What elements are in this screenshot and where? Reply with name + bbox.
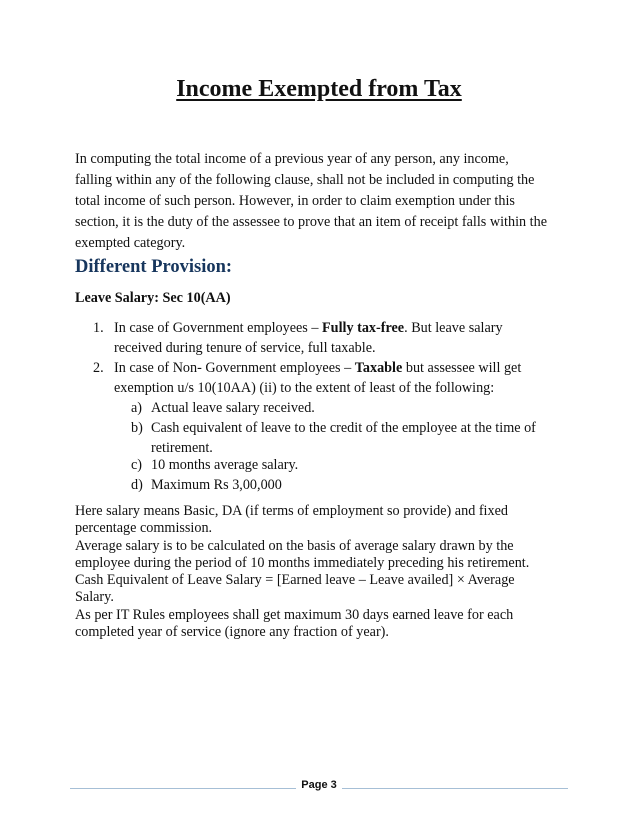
text-run: but assessee will get	[402, 360, 522, 376]
intro-line: section, it is the duty of the assessee to prove that an item of receipt falls within the	[75, 214, 548, 230]
list-item-text-cont: received during tenure of service, full taxable.	[114, 340, 376, 356]
closing-line: Here salary means Basic, DA (if terms of employment so provide) and fixed	[75, 503, 508, 519]
sublist-item-text: Cash equivalent of leave to the credit of the employee at the time of	[151, 420, 536, 436]
sublist-item-text-cont: retirement.	[151, 440, 213, 456]
emphasis-text: Fully tax-free	[322, 320, 405, 336]
closing-line: Average salary is to be calculated on the basis of average salary drawn by the	[75, 537, 514, 554]
intro-paragraph	[75, 149, 565, 254]
list-item-text-cont: exemption u/s 10(10AA) (ii) to the extent of least of the following:	[114, 380, 495, 396]
closing-paragraph	[75, 503, 555, 641]
list-item-text	[114, 358, 521, 378]
page-number: Page 3	[301, 779, 337, 791]
closing-line: As per IT Rules employees shall get maximum 30 days earned leave for each	[75, 606, 514, 623]
sublist-marker: d)	[131, 477, 143, 493]
list-marker: 1.	[93, 320, 104, 336]
text-run: In case of Non- Government employees –	[114, 360, 355, 376]
closing-line: completed year of service (ignore any fraction of year).	[75, 624, 389, 641]
sublist-item	[0, 455, 638, 475]
intro-line: falling within any of the following clause, shall not be included in computing the	[75, 172, 535, 188]
list-marker: 2.	[93, 360, 104, 376]
list-item	[0, 318, 638, 358]
closing-line: Cash Equivalent of Leave Salary = [Earned leave – Leave availed] × Average	[75, 572, 515, 589]
page-title: Income Exempted from Tax	[176, 76, 462, 102]
intro-line: total income of such person. However, in order to claim exemption under this	[75, 193, 515, 209]
list-item	[0, 358, 638, 398]
intro-line: In computing the total income of a previous year of any person, any income,	[75, 151, 509, 167]
sublist-marker: c)	[131, 457, 143, 473]
sublist-item-text: Actual leave salary received.	[151, 400, 315, 416]
sublist-marker: a)	[131, 400, 143, 416]
sublist-item	[0, 398, 638, 418]
emphasis-text: Taxable	[354, 360, 403, 376]
sublist-item-text: 10 months average salary.	[151, 457, 299, 473]
closing-line: percentage commission.	[75, 520, 213, 537]
subheading: Leave Salary: Sec 10(AA)	[75, 290, 231, 306]
text-run: . But leave salary	[404, 320, 503, 336]
sublist-item	[0, 475, 638, 495]
text-run: In case of Government employees –	[114, 320, 323, 336]
list-item-text	[114, 318, 503, 338]
sublist-item	[0, 418, 638, 458]
intro-line: exempted category.	[75, 235, 186, 251]
section-heading: Different Provision:	[75, 257, 233, 277]
closing-line: Salary.	[75, 589, 114, 606]
closing-line: employee during the period of 10 months immediately preceding his retirement.	[75, 554, 530, 571]
sublist-marker: b)	[131, 420, 143, 436]
sublist-item-text: Maximum Rs 3,00,000	[151, 477, 282, 493]
